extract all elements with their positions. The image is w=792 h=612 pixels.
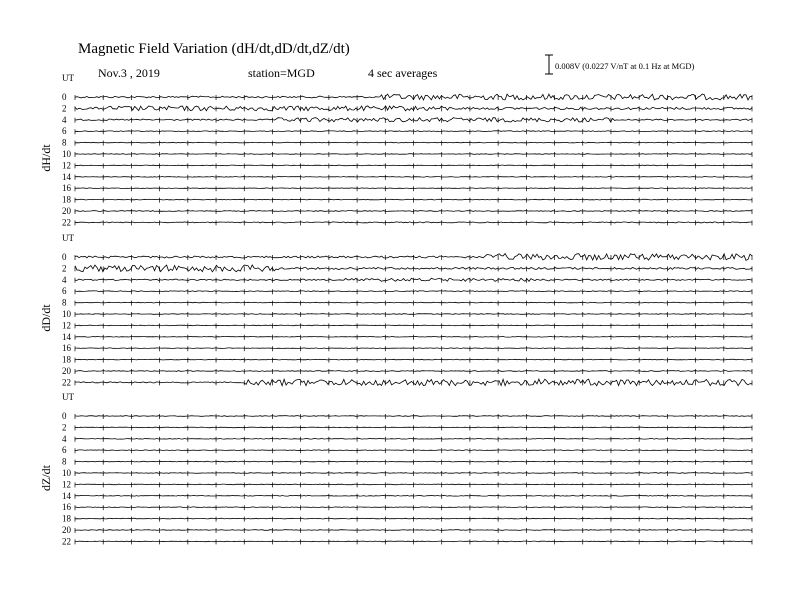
trace-line — [75, 439, 752, 440]
hour-label: 10 — [62, 309, 71, 319]
trace-line — [75, 177, 752, 178]
hour-label: 12 — [62, 160, 71, 171]
panel-dH-dt — [39, 73, 752, 227]
trace-line — [75, 427, 752, 428]
trace-line — [75, 325, 752, 326]
hour-label: 2 — [62, 263, 67, 274]
trace-line — [75, 530, 752, 531]
hour-label: 0 — [62, 92, 67, 102]
hour-label: 2 — [62, 103, 67, 114]
trace-line — [75, 473, 752, 474]
hour-label: 4 — [62, 114, 67, 125]
hour-label: 6 — [62, 445, 67, 456]
hour-label: 18 — [62, 194, 71, 205]
hour-label: 16 — [62, 343, 71, 354]
averaging-label: 4 sec averages — [368, 66, 438, 80]
component-label: dZ/dt — [39, 465, 53, 491]
ut-label: UT — [62, 392, 74, 402]
trace-line — [75, 142, 752, 143]
component-label: dH/dt — [39, 144, 53, 172]
hour-label: 18 — [62, 513, 71, 524]
station-label: station=MGD — [248, 66, 315, 80]
hour-label: 18 — [62, 354, 71, 365]
trace-line — [75, 484, 752, 485]
hour-label: 8 — [62, 137, 67, 148]
scale-bar — [545, 55, 694, 74]
hour-label: 6 — [62, 286, 67, 297]
panels-group — [39, 73, 752, 546]
hour-label: 20 — [62, 525, 71, 535]
hour-label: 20 — [62, 206, 71, 216]
hour-label: 12 — [62, 479, 71, 490]
ut-label: UT — [62, 233, 74, 243]
scale-bar-label: 0.008V (0.0227 V/nT at 0.1 Hz at MGD) — [555, 61, 695, 71]
hour-label: 4 — [62, 433, 67, 444]
hour-label: 10 — [62, 149, 71, 159]
hour-label: 0 — [62, 411, 67, 421]
trace-line — [75, 371, 752, 372]
trace-line — [75, 199, 752, 200]
hour-label: 20 — [62, 366, 71, 376]
panel-dD-dt — [39, 233, 752, 387]
panel-dZ-dt — [39, 392, 752, 546]
hour-label: 22 — [62, 536, 71, 547]
hour-label: 6 — [62, 126, 67, 137]
hour-label: 10 — [62, 468, 71, 478]
trace-line — [75, 154, 752, 155]
hour-label: 0 — [62, 252, 67, 262]
date-label: Nov.3 , 2019 — [98, 66, 160, 80]
hour-label: 8 — [62, 297, 67, 308]
hour-label: 8 — [62, 456, 67, 467]
hour-label: 16 — [62, 183, 71, 194]
hour-label: 14 — [62, 331, 71, 342]
hour-label: 12 — [62, 320, 71, 331]
trace-line — [75, 165, 752, 166]
hour-label: 14 — [62, 171, 71, 182]
hour-label: 2 — [62, 422, 67, 433]
hour-label: 16 — [62, 502, 71, 513]
hour-label: 14 — [62, 490, 71, 501]
hour-label: 22 — [62, 217, 71, 228]
component-label: dD/dt — [39, 304, 53, 332]
chart-title: Magnetic Field Variation (dH/dt,dD/dt,dZ/dt) — [78, 41, 350, 57]
hour-label: 22 — [62, 377, 71, 388]
trace-line — [75, 518, 752, 519]
ut-label: UT — [62, 73, 74, 83]
hour-label: 4 — [62, 274, 67, 285]
